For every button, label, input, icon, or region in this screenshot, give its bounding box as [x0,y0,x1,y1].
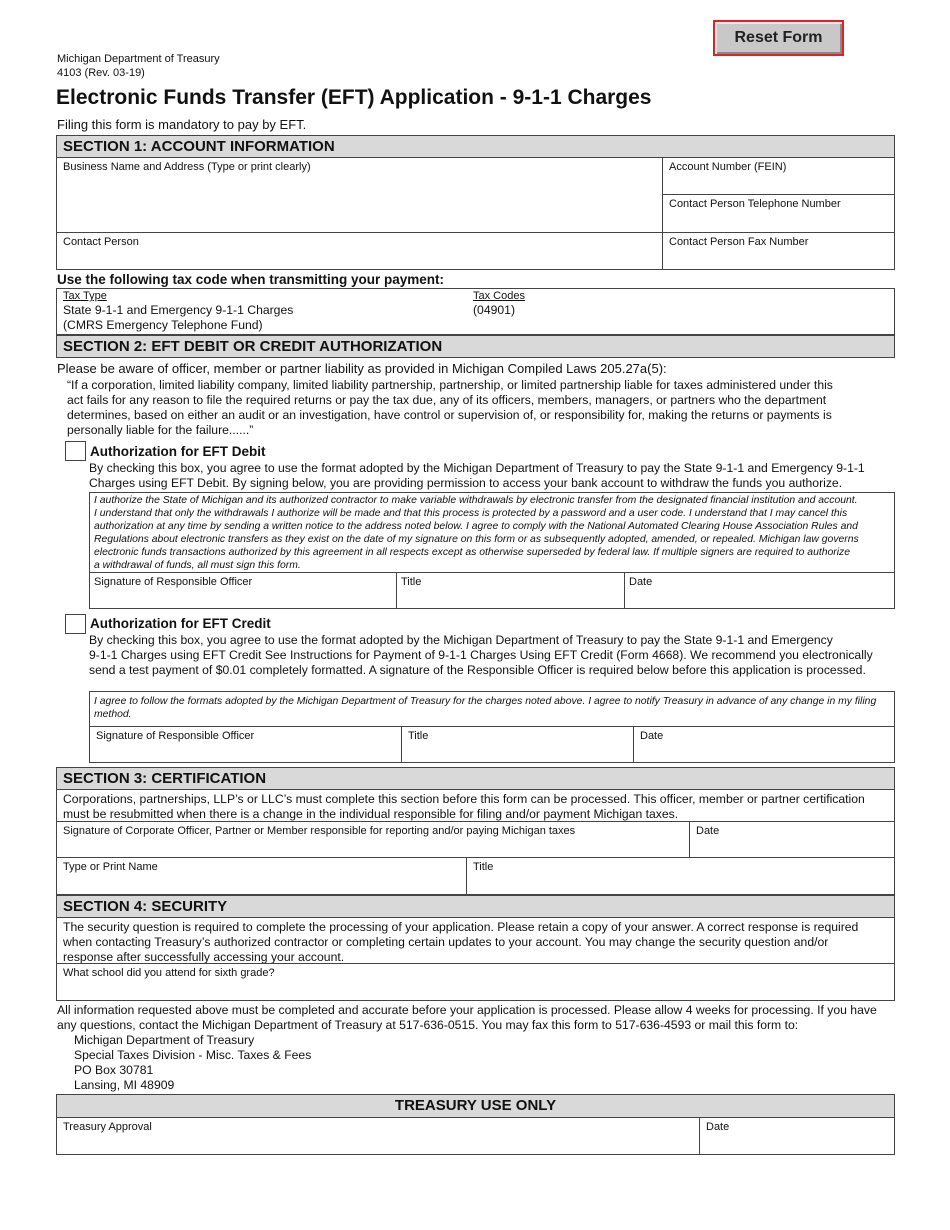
eft-credit-desc-line: send a test payment of $0.01 completely formatted. A signature of the Responsible Officer is required below before this application is processed. [89,663,866,677]
footer-info-line: All information requested above must be completed and accurate before your application is processed. Please allow 4 weeks for processing. If you have [57,1003,877,1017]
tax-code-heading: Use the following tax code when transmitting your payment: [57,272,445,287]
eft-debit-desc-line: By checking this box, you agree to use the format adopted by the Michigan Department of Treasury to pay the State 9-1-1 and Emergency 9-1-1 [89,461,865,475]
eft-credit-title: Authorization for EFT Credit [90,616,271,631]
account-number-label: Account Number (FEIN) [669,161,787,173]
section4-desc-line: The security question is required to complete the processing of your application. Please retain a copy of your answer. A correct response is required [63,920,859,934]
section2-heading: SECTION 2: EFT DEBIT OR CREDIT AUTHORIZATION [56,335,895,358]
debit-signature-label: Signature of Responsible Officer [94,576,253,588]
credit-date-label: Date [640,730,664,742]
eft-credit-agreement [89,691,895,727]
eft-debit-desc-line: Charges using EFT Debit. By signing below, you are providing permission to access your bank account to withdraw the funds you authorize. [89,476,843,490]
contact-person-label: Contact Person [63,236,139,248]
agreement-line: electronic funds transactions authorized by this agreement in all respects except as otherwise superseded by federal law. If multiple signers are required to authorize [94,547,851,558]
section3-desc-line: must be resubmitted when there is a change in the individual responsible for filing and/or payment Michigan taxes. [63,807,679,821]
eft-debit-agreement [89,492,895,573]
section3-desc-line: Corporations, partnerships, LLP’s or LLC’s must complete this section before this form can be processed. This officer, member or partner certification [63,792,865,806]
eft-credit-desc-line: By checking this box, you agree to use the format adopted by the Michigan Department of Treasury to pay the State 9-1-1 and Emergency [89,633,833,647]
treasury-date-field[interactable] [699,1117,895,1155]
mailing-address-line: Michigan Department of Treasury [74,1033,255,1047]
mailing-address-line: Special Taxes Division - Misc. Taxes & Fees [74,1048,312,1062]
section4-heading: SECTION 4: SECURITY [56,895,895,918]
section4-description [56,917,895,964]
business-name-label: Business Name and Address (Type or print clearly) [63,161,311,173]
footer-info-line: any questions, contact the Michigan Department of Treasury at 517-636-0515. You may fax this form to 517-636-4593 or mail this form to: [57,1018,799,1032]
agreement-line: I agree to follow the formats adopted by the Michigan Department of Treasury for the charges noted above. I agree to notify Treasury in advance of any change in my filing [94,696,877,707]
reset-form-button[interactable]: Reset Form [713,20,844,56]
eft-debit-checkbox[interactable] [65,441,86,461]
section4-desc-line: when contacting Treasury’s authorized contractor or completing certain updates to your account. You may change the security question and/or [63,935,829,949]
debit-signature-field[interactable] [89,572,397,609]
tax-type-line1: State 9-1-1 and Emergency 9-1-1 Charges [63,303,294,317]
corporate-title-label: Title [473,861,494,873]
agreement-line: I understand that only the withdrawals I authorize will be made and that this process is protected by a password and a user code. I understand that I may cancel this [94,508,848,519]
print-name-label: Type or Print Name [63,861,158,873]
contact-person-field[interactable] [56,232,663,270]
security-question-label: What school did you attend for sixth grade? [63,967,275,979]
business-name-field[interactable] [56,157,663,233]
corporate-signature-label: Signature of Corporate Officer, Partner or Member responsible for reporting and/or paying Michigan taxes [63,825,576,837]
mandatory-note: Filing this form is mandatory to pay by EFT. [57,117,307,132]
liability-quote-line: “If a corporation, limited liability company, limited liability partnership, partnership, or limited partnership liable for taxes administered under this [67,378,833,392]
tax-codes-header: Tax Codes [473,290,525,302]
eft-debit-title: Authorization for EFT Debit [90,444,266,459]
treasury-approval-field[interactable] [56,1117,700,1155]
section3-heading: SECTION 3: CERTIFICATION [56,767,895,790]
credit-title-field[interactable] [401,726,634,763]
eft-credit-checkbox[interactable] [65,614,86,634]
liability-quote-line: personally liable for the failure......” [67,423,254,437]
credit-title-label: Title [408,730,429,742]
treasury-use-heading: TREASURY USE ONLY [56,1094,895,1118]
security-question-field[interactable] [56,963,895,1001]
eft-credit-desc-line: 9-1-1 Charges using EFT Credit See Instructions for Payment of 9-1-1 Charges Using EFT Credit (Form 4668). We recommend you electronically [89,648,873,662]
agreement-line: I authorize the State of Michigan and its authorized contractor to make variable withdrawals by electronic transfer from the designated financial institution and account. [94,495,858,506]
corporate-date-field[interactable] [689,821,895,858]
mailing-address-line: Lansing, MI 48909 [74,1078,175,1092]
contact-phone-label: Contact Person Telephone Number [669,198,841,210]
section3-description [56,789,895,822]
agreement-line: method. [94,709,132,720]
corporate-date-label: Date [696,825,720,837]
tax-type-header: Tax Type [63,290,107,302]
liability-intro: Please be aware of officer, member or partner liability as provided in Michigan Compiled Laws 205.27a(5): [57,361,667,376]
credit-date-field[interactable] [633,726,895,763]
account-number-field[interactable] [662,157,895,195]
tax-code-table [56,288,895,335]
credit-signature-label: Signature of Responsible Officer [96,730,255,742]
credit-signature-field[interactable] [89,726,402,763]
print-name-field[interactable] [56,857,467,895]
tax-code-value: (04901) [473,303,516,317]
page-title: Electronic Funds Transfer (EFT) Application - 9-1-1 Charges [56,86,652,109]
contact-fax-label: Contact Person Fax Number [669,236,809,248]
agency-name: Michigan Department of Treasury [57,53,220,65]
mailing-address-line: PO Box 30781 [74,1063,154,1077]
debit-date-field[interactable] [624,572,895,609]
debit-date-label: Date [629,576,653,588]
agreement-line: authorization at any time by sending a written notice to the address noted below. I agree to comply with the National Automated Clearing House Association Rules and [94,521,858,532]
debit-title-field[interactable] [396,572,625,609]
agreement-line: Regulations about electronic transfers as they exist on the date of my signature on this form or as subsequently adopted, amended, or repealed. Michigan law governs [94,534,859,545]
tax-type-line2: (CMRS Emergency Telephone Fund) [63,318,263,332]
section4-desc-line: response after successfully accessing your account. [63,950,345,964]
treasury-approval-label: Treasury Approval [63,1121,152,1133]
liability-quote-line: determines, based on either an audit or an investigation, have control or supervision of, or responsibility for, making the returns or payments is [67,408,832,422]
contact-fax-field[interactable] [662,232,895,270]
liability-quote-line: act fails for any reason to file the required returns or pay the tax due, any of its officers, members, managers, or partners who the department [67,393,827,407]
corporate-signature-field[interactable] [56,821,690,858]
contact-phone-field[interactable] [662,194,895,233]
form-number: 4103 (Rev. 03-19) [57,67,145,79]
corporate-title-field[interactable] [466,857,895,895]
treasury-date-label: Date [706,1121,730,1133]
agreement-line: a withdrawal of funds, all must sign this form. [94,560,301,571]
debit-title-label: Title [401,576,422,588]
section1-heading: SECTION 1: ACCOUNT INFORMATION [56,135,895,158]
